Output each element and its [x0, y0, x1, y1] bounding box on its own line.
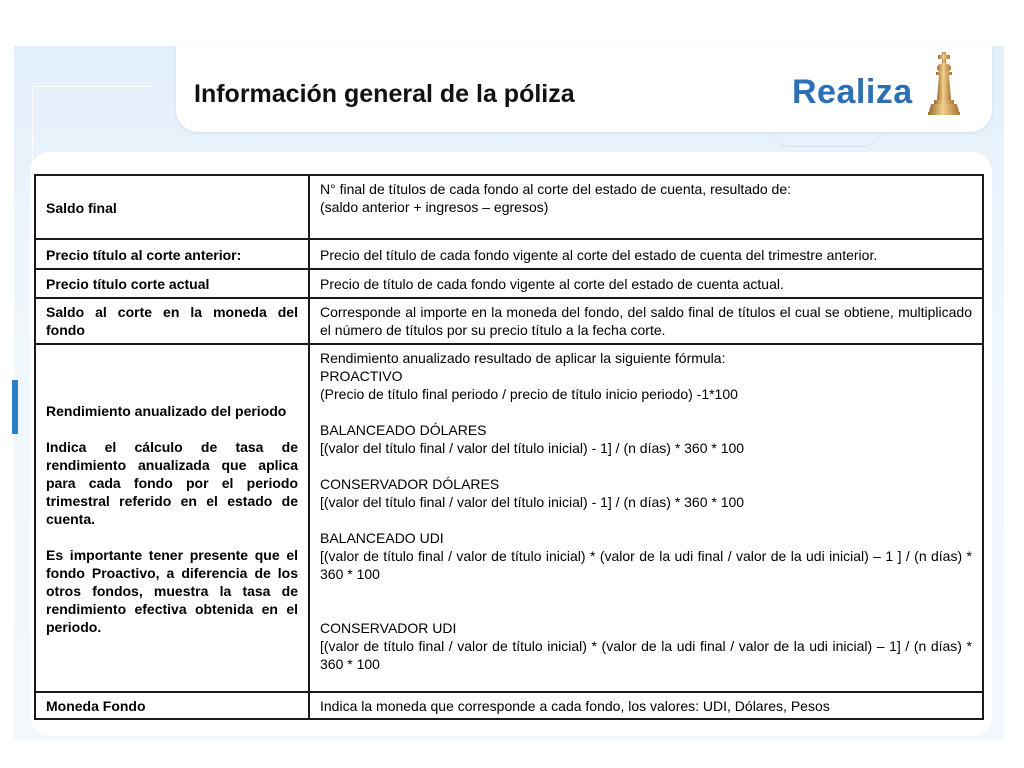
term-cell: Saldo al corte en la moneda del fondo [35, 298, 309, 344]
description-cell: Corresponde al importe en la moneda del fondo, del saldo final de títulos el cual se obtiene, multiplicado el número de títulos por su precio título a la fecha corte. [309, 298, 983, 344]
accent-bar [12, 380, 18, 434]
term-cell: Precio título al corte anterior: [35, 239, 309, 269]
term-title: Rendimiento anualizado del periodo [46, 402, 287, 419]
table-row [35, 269, 983, 298]
fund-name: CONSERVADOR UDI [320, 620, 457, 636]
table-row [35, 692, 983, 719]
page-title: Información general de la póliza [194, 80, 575, 108]
table-row [35, 298, 983, 344]
fund-formula: [(valor del título final / valor del título inicial) - 1] / (n días) * 360 * 100 [320, 440, 745, 456]
header-notch [770, 128, 882, 147]
fund-name: BALANCEADO DÓLARES [320, 422, 487, 438]
decorative-line [32, 86, 152, 87]
fund-name: CONSERVADOR DÓLARES [320, 476, 500, 492]
description-cell: Indica la moneda que corresponde a cada fondo, los valores: UDI, Dólares, Pesos [309, 692, 983, 719]
table-row [35, 175, 983, 239]
fund-formula: (Precio de título final periodo / precio de título inicio periodo) -1*100 [320, 386, 738, 402]
formula-intro: Rendimiento anualizado resultado de aplicar la siguiente fórmula: [320, 350, 726, 366]
fund-formula: [(valor de título final / valor de título inicial) * (valor de la udi final / valor de la udi inicial) – 1] / (n días) * 360 * 100 [320, 638, 972, 672]
description-cell [309, 175, 983, 239]
policy-info-table [34, 174, 984, 720]
term-cell: Moneda Fondo [35, 692, 309, 719]
table-row [35, 344, 983, 692]
term-cell [35, 344, 309, 692]
logo-text: Realiza [792, 72, 913, 111]
description-cell [309, 344, 983, 692]
description-cell: Precio del título de cada fondo vigente al corte del estado de cuenta del trimestre anterior. [309, 239, 983, 269]
term-note: Es importante tener presente que el fondo Proactivo, a diferencia de los otros fondos, muestra la tasa de rendimiento efectiva obtenida en el periodo. [46, 546, 298, 635]
fund-formula: [(valor del título final / valor del título inicial) - 1] / (n días) * 360 * 100 [320, 494, 745, 510]
fund-formula: [(valor de título final / valor de título inicial) * (valor de la udi final / valor de la udi inicial) – 1 ] / (n días) * 360 * 100 [320, 548, 972, 582]
term-cell: Saldo final [35, 175, 309, 239]
fund-name: PROACTIVO [320, 368, 403, 384]
table-row [35, 239, 983, 269]
description-line: (saldo anterior + ingresos – egresos) [320, 199, 549, 215]
realiza-logo [792, 70, 961, 114]
term-note: Indica el cálculo de tasa de rendimiento anualizada que aplica para cada fondo por el periodo trimestral referido en el estado de cuenta. [46, 438, 298, 527]
description-line: N° final de títulos de cada fondo al corte del estado de cuenta, resultado de: [320, 181, 792, 197]
chess-king-icon [927, 52, 961, 116]
fund-name: BALANCEADO UDI [320, 530, 444, 546]
term-cell: Precio título corte actual [35, 269, 309, 298]
description-cell: Precio de título de cada fondo vigente al corte del estado de cuenta actual. [309, 269, 983, 298]
